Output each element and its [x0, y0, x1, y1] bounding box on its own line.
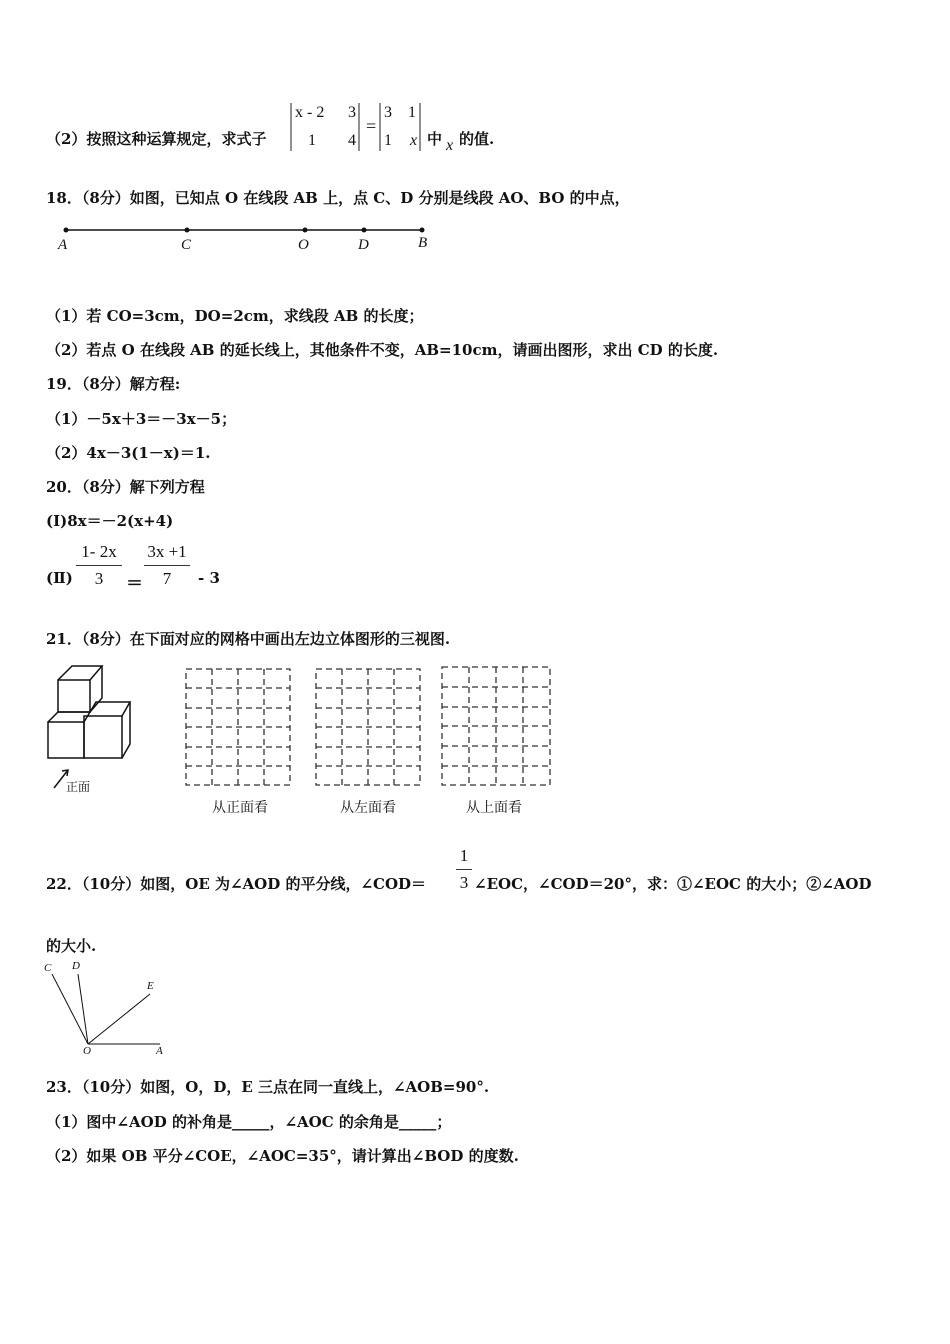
q22-point-c: C [44, 962, 52, 974]
q20-part1: (Ⅰ)8x＝－2(x+4) [46, 512, 174, 530]
q17-suffix: 的值. [459, 130, 495, 148]
q22-point-d: D [72, 960, 80, 972]
caption-front-view: 从正面看 [212, 800, 268, 816]
det-left-b: 3 [348, 104, 356, 121]
fraction-1-bar [76, 565, 122, 566]
det-left-c: 1 [308, 132, 316, 149]
q22-point-e: E [147, 980, 154, 992]
fraction-2-numerator: 3x +1 [147, 542, 187, 561]
q22-prefix: 22．（10分）如图，OE 为∠AOD 的平分线，∠COD＝ [46, 875, 427, 893]
q23-part2: （2）如果 OB 平分∠COE，∠AOC=35°，请计算出∠BOD 的度数. [46, 1147, 519, 1165]
det-right-c: 1 [384, 132, 392, 149]
q18-stem: 18．（8分）如图，已知点 O 在线段 AB 上，点 C、D 分别是线段 AO、BO 的中点， [46, 189, 630, 207]
q20-stem: 20．（8分）解下列方程 [46, 478, 205, 496]
q23-part1: （1）图中∠AOD 的补角是_____，∠AOC 的余角是_____； [46, 1113, 452, 1131]
q17-middle: 中 [427, 130, 443, 148]
front-arrow-label: 正面 [66, 780, 91, 794]
fraction-1-denominator: 3 [94, 569, 104, 588]
q22-fraction [456, 846, 472, 893]
point-c-label: C [181, 237, 192, 253]
point-b-label: B [418, 235, 428, 251]
fraction-2-bar [144, 565, 190, 566]
fraction-1-numerator: 1- 2x [81, 542, 117, 561]
q22-fraction-denominator: 3 [459, 873, 469, 892]
q22-fraction-numerator: 1 [459, 846, 469, 865]
q19-part1: （1）－5x＋3＝－3x－5； [46, 410, 237, 428]
q17-part2 [46, 128, 266, 149]
angle-rays [40, 960, 170, 1055]
point-o-label: O [298, 237, 309, 253]
point-a-label: A [58, 237, 68, 253]
q18-part1: （1）若 CO=3cm，DO=2cm，求线段 AB 的长度； [46, 307, 424, 325]
q23-stem: 23．（10分）如图，O，D，E 三点在同一直线上，∠AOB=90°. [46, 1078, 490, 1096]
q19-stem: 19．（8分）解方程: [46, 375, 181, 393]
fraction-1 [76, 542, 122, 589]
q20-tail: - 3 [198, 569, 220, 587]
segment-ab [56, 220, 456, 240]
fraction-2 [144, 542, 190, 589]
q22-point-a: A [156, 1045, 163, 1057]
det-left-d: 4 [348, 132, 356, 149]
q22-point-o: O [83, 1045, 91, 1057]
q21-stem: 21．（8分）在下面对应的网格中画出左边立体图形的三视图. [46, 630, 451, 648]
q20-equals: ＝ [126, 574, 143, 594]
q17-part2-prefix: （2）按照这种运算规定，求式子 [46, 130, 267, 148]
q22-fraction-bar [456, 869, 472, 870]
q19-part2: （2）4x－3(1－x)＝1. [46, 444, 211, 462]
det-right-b: 1 [408, 104, 416, 121]
det-right-d: x [410, 132, 418, 149]
q18-part2: （2）若点 O 在线段 AB 的延长线上，其他条件不变，AB=10cm，请画出图形，求出 CD 的长度. [46, 341, 719, 359]
det-equals: = [366, 116, 377, 136]
det-right-a: 3 [384, 104, 392, 121]
dashed-grids [180, 663, 560, 793]
caption-top-view: 从上面看 [466, 800, 522, 816]
q22-suffix: ∠EOC，∠COD＝20°，求：①∠EOC 的大小；②∠AOD [474, 875, 872, 893]
point-d-label: D [358, 237, 369, 253]
q17-var: x [446, 137, 454, 154]
fraction-2-denominator: 7 [162, 569, 172, 588]
q20-part2-label: (Ⅱ) [46, 569, 73, 587]
det-left-a: x - 2 [295, 104, 325, 121]
caption-left-view: 从左面看 [340, 800, 396, 816]
q22-line2: 的大小. [46, 937, 97, 955]
